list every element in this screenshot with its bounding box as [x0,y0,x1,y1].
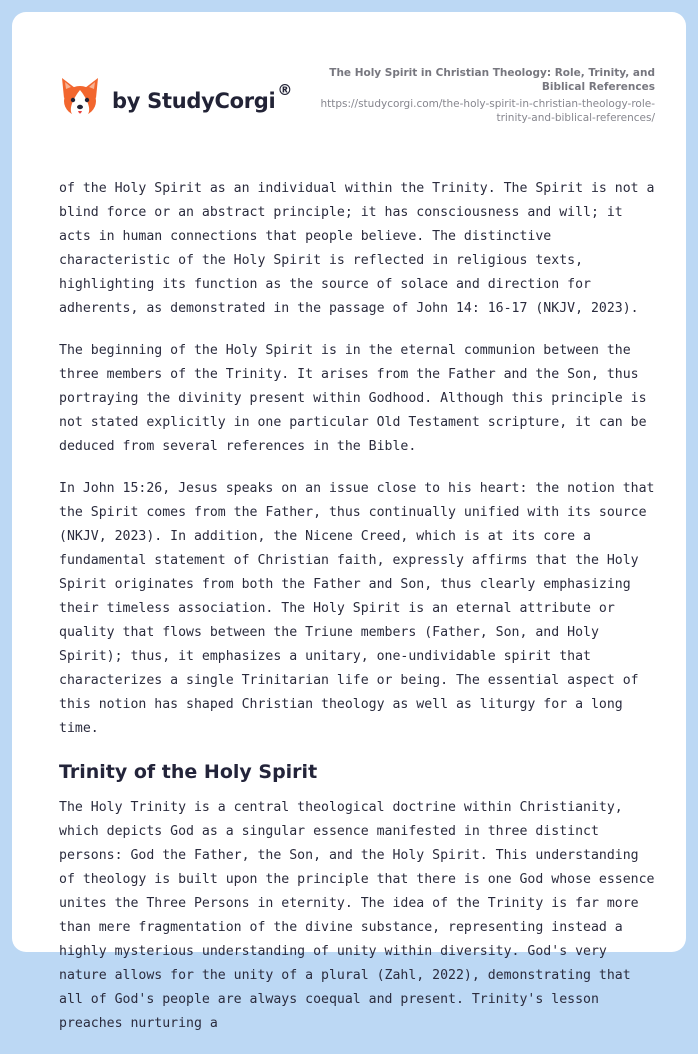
section-heading: Trinity of the Holy Spirit [59,761,318,783]
studycorgi-logo[interactable] [60,76,292,120]
document-title: The Holy Spirit in Christian Theology: Role, Trinity, and Biblical References [329,67,655,93]
document-meta [295,66,655,125]
paragraph-1: of the Holy Spirit as an individual within the Trinity. The Spirit is not a blind force or an abstract principle; it has consciousness and will; it acts in human connections that people believe. The distinctive characteristic of the Holy Spirit is reflected in religious texts, highlighting its function as the source of solace and direction for adherents, as demonstrated in the passage of John 14: 16-17 (NKJV, 2023). [59,181,655,316]
page-header [12,12,686,162]
document-url[interactable]: https://studycorgi.com/the-holy-spirit-in-christian-theology-role-trinity-and-biblical-references/ [320,98,655,124]
registered-mark: ® [277,81,293,99]
document-body [59,177,661,1054]
paragraph-2: The beginning of the Holy Spirit is in the eternal communion between the three members of the Trinity. It arises from the Father and the Son, thus portraying the divinity present within Godhood. Although this principle is not stated explicitly in one particular Old Testament scripture, it can be deduced from several references in the Bible. [59,343,647,454]
paragraph-3: In John 15:26, Jesus speaks on an issue close to his heart: the notion that the Spirit comes from the Father, thus continually unified with its source (NKJV, 2023). In addition, the Nicene Creed, which is at its core a fundamental statement of Christian faith, expressly affirms that the Holy Spirit originates from both the Father and Son, thus clearly emphasizing their timeless association. The Holy Spirit is an eternal attribute or quality that flows between the Triune members (Father, Son, and Holy Spirit); thus, it emphasizes a unitary, one-undividable spirit that characterizes a single Trinitarian life or being. The essential aspect of this notion has shaped Christian theology as well as liturgy for a long time. [59,481,655,736]
paragraph-4: The Holy Trinity is a central theological doctrine within Christianity, which depicts God as a singular essence manifested in three distinct persons: God the Father, the Son, and the Holy Spirit. This understanding of theology is built upon the principle that there is one God whose essence unites the Three Persons in eternity. The idea of the Trinity is far more than mere fragmentation of the divine substance, representing instead a highly mysterious understanding of unity within diversity. God's very nature allows for the unity of a plural (Zahl, 2022), demonstrating that all of God's people are always coequal and present. Trinity's lesson preaches nurturing a [59,800,655,1031]
brand-name: by StudyCorgi ® [112,81,293,113]
corgi-icon [60,76,100,120]
document-page [12,12,686,1031]
